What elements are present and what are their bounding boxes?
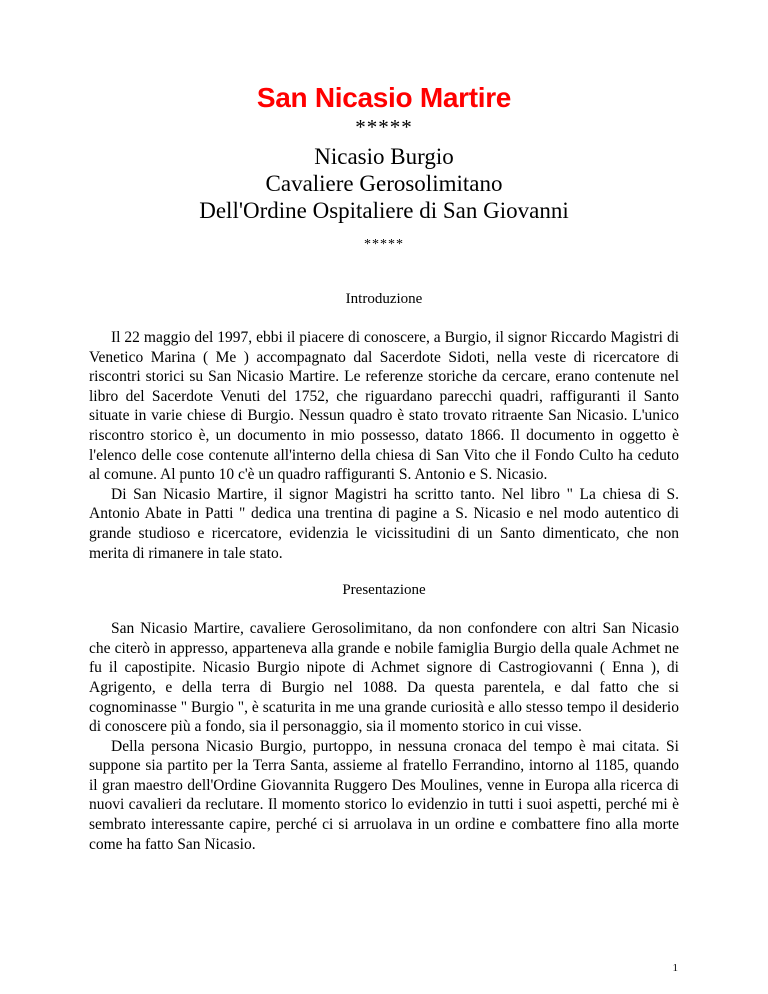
- section-heading-introduzione: Introduzione: [345, 291, 423, 307]
- subtitle-line-name: Nicasio Burgio: [314, 144, 454, 169]
- decorative-stars: *****: [355, 115, 413, 139]
- section-divider-stars: *****: [364, 237, 404, 252]
- subtitle-block: [89, 143, 679, 224]
- page-title: San Nicasio Martire: [256, 82, 512, 113]
- subtitle-line-rank: Cavaliere Gerosolimitano: [265, 171, 503, 196]
- section-heading-presentazione: Presentazione: [342, 582, 426, 599]
- document-page: [89, 82, 679, 854]
- page-number: 1: [672, 962, 678, 974]
- section-body-introduzione: [89, 328, 679, 563]
- paragraph: Della persona Nicasio Burgio, purtoppo, in nessuna cronaca del tempo è mai citata. Si suppone sia partito per la Terra Santa, assieme al fratello Ferrandino, intorno al 1185, quando il gran maestro dell'Ordine Giovannita Ruggero Des Moulines, venne in Europa alla ricerca di nuovi cavalieri da reclutare. Il momento storico lo evidenzio in tutti i suoi aspetti, perché mi è sembrato interessante capire, perché ci si arruolava in un ordine e combattere fino alla morte come ha fatto San Nicasio.: [89, 737, 679, 853]
- subtitle-line-order: Dell'Ordine Ospitaliere di San Giovanni: [199, 198, 569, 223]
- section-body-presentazione: [89, 619, 679, 854]
- paragraph: San Nicasio Martire, cavaliere Gerosolimitano, da non confondere con altri San Nicasio che citerò in appresso, apparteneva alla grande e nobile famiglia Burgio della quale Achmet ne fu il capostipite. Nicasio Burgio nipote di Achmet signore di Castrogiovanni ( Enna ), di Agrigento, e della terra di Burgio nel 1088. Da questa parentela, e dal fatto che si cognominasse " Burgio ", è scaturita in me una grande curiosità e allo stesso tempo il desiderio di conoscere più a fondo, sia il personaggio, sia il momento storico in cui visse.: [89, 620, 679, 736]
- paragraph: Il 22 maggio del 1997, ebbi il piacere di conoscere, a Burgio, il signor Riccardo Magistri di Venetico Marina ( Me ) accompagnato dal Sacerdote Sidoti, nella veste di ricercatore di riscontri storici su San Nicasio Martire. Le referenze storiche da cercare, erano contenute nel libro del Sacerdote Venuti del 1752, che riguardano parecchi quadri, raffiguranti il Santo situate in varie chiese di Burgio. Nessun quadro è stato trovato ritraente San Nicasio. L'unico riscontro storico è, un documento in mio possesso, datato 1866. Il documento in oggetto è l'elenco delle cose contenute all'interno della chiesa di San Vito che il Fondo Culto ha ceduto al comune. Al punto 10 c'è un quadro raffiguranti S. Antonio e S. Nicasio.: [89, 329, 679, 484]
- paragraph: Di San Nicasio Martire, il signor Magistri ha scritto tanto. Nel libro " La chiesa di S. Antonio Abate in Patti " dedica una trentina di pagine a S. Nicasio e nel modo autentico di grande studioso e ricercatore, evidenzia le vicissitudini di un Santo dimenticato, che non merita di rimanere in tale stato.: [89, 485, 679, 562]
